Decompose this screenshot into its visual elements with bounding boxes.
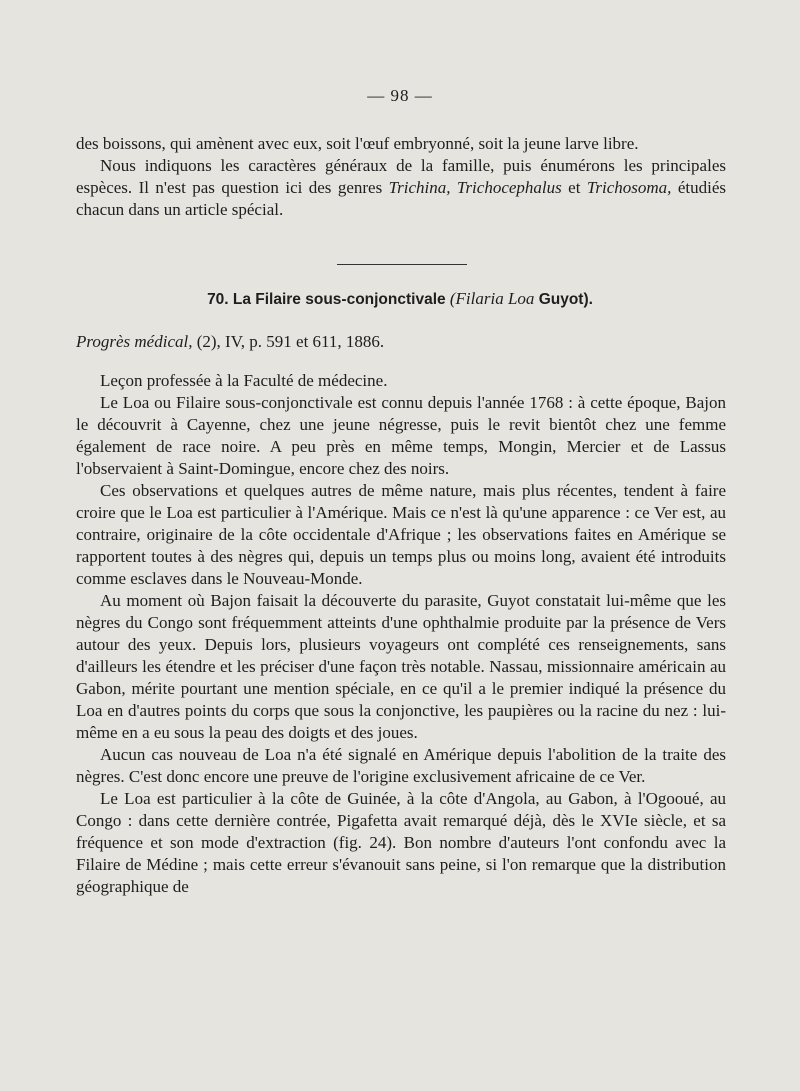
bibliographic-reference — [76, 332, 384, 352]
species-author: Guyot). — [538, 291, 593, 308]
intro-paragraph-2 — [76, 155, 726, 221]
genus-trichina: Trichina, — [388, 178, 451, 197]
section-title: La Filaire sous-conjonctivale — [232, 291, 446, 308]
paragraph: Ces observations et quelques autres de même nature, mais plus récentes, tendent à faire croire que le Loa est particulier à l'Amérique. Mais ce n'est là qu'une apparence : ce Ver est, au contraire, originaire de la côte occidentale d'Afrique ; les observations faites en Amérique se rapportent toutes à des nègres qui, depuis un temps plus ou moins long, avaient été introduits comme esclaves dans le Nouveau-Monde. — [76, 481, 726, 588]
reference-details: (2), IV, p. 591 et 611, 1886. — [192, 332, 385, 351]
genus-trichocephalus: Trichocephalus — [456, 178, 562, 197]
body-text — [76, 370, 726, 898]
journal-name: Progrès médical, — [76, 332, 193, 351]
section-heading — [0, 289, 800, 309]
intro-text-before: Nous indiquons les caractères généraux de la famille, puis énumérons les principales espèces. Il n'est pas question ici des genres — [76, 156, 726, 197]
paragraph: Au moment où Bajon faisait la découverte du parasite, Guyot constatait lui-même que les nègres du Congo sont fréquemment atteints d'une ophthalmie produite par la présence de Vers autour des yeux. Depuis lors, plusieurs voyageurs ont complété ces renseignements, sans d'ailleurs les étendre et les préciser d'une façon très notable. Nassau, missionnaire américain au Gabon, mérite pourtant une mention spéciale, en ce qu'il a le premier indiqué la présence du Loa en d'autres points du corps que sous la conjonctive, les paupières ou la racine du nez : lui-même en a eu sous la peau des doigts et des joues. — [76, 591, 726, 742]
intro-text — [76, 133, 726, 221]
section-number: 70. — [207, 291, 229, 308]
paragraph: Aucun cas nouveau de Loa n'a été signalé en Amérique depuis l'abolition de la traite des nègres. C'est donc encore une preuve de l'origine exclusivement africaine de ce Ver. — [76, 745, 726, 786]
section-divider — [337, 264, 467, 265]
paragraph: Le Loa ou Filaire sous-conjonctivale est connu depuis l'année 1768 : à cette époque, Bajon le découvrit à Cayenne, chez une jeune négresse, puis le revit bientôt chez une femme également de race noire. A peu près en même temps, Mongin, Mercier et de Lassus l'observaient à Saint-Domingue, encore chez des noirs. — [76, 393, 726, 478]
scientific-name: (Filaria Loa — [449, 289, 535, 308]
paragraph: Leçon professée à la Faculté de médecine. — [100, 371, 388, 390]
and-word: et — [561, 178, 587, 197]
page-number: — 98 — — [367, 86, 433, 105]
paragraph: Le Loa est particulier à la côte de Guinée, à la côte d'Angola, au Gabon, à l'Ogooué, au Congo : dans cette dernière contrée, Pigafetta avait remarqué déjà, dès le XVIe siècle, et sa fréquence et son mode d'extraction (fig. 24). Bon nombre d'auteurs l'ont confondu avec la Filaire de Médine ; mais cette erreur s'évanouit sans peine, si l'on remarque que la distribution géographique de — [76, 789, 726, 896]
genus-trichosoma: Trichosoma, — [586, 178, 672, 197]
intro-text-after: étudiés chacun dans un article spécial. — [76, 178, 726, 219]
intro-paragraph-1: des boissons, qui amènent avec eux, soit l'œuf embryonné, soit la jeune larve libre. — [76, 134, 639, 153]
